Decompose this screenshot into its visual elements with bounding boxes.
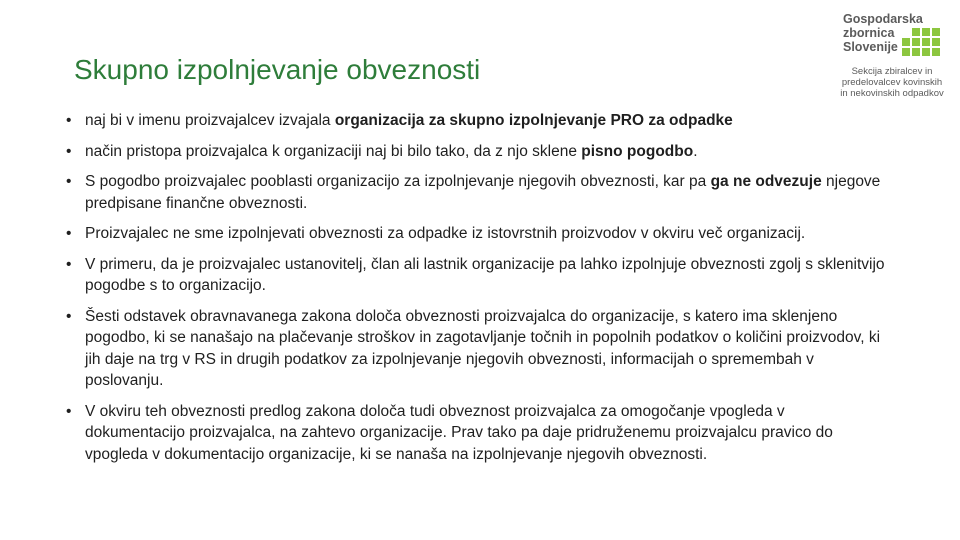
bullet-text: način pristopa proizvajalca k organizaciji naj bi bilo tako, da z njo sklene	[85, 142, 582, 160]
logo-section-line: Sekcija zbiralcev in	[851, 66, 933, 77]
bullet-item	[66, 306, 886, 392]
bullet-item	[66, 401, 886, 466]
bullet-item	[66, 110, 886, 132]
bullet-item	[66, 171, 886, 214]
logo-grid-icon	[902, 28, 942, 58]
bullet-item	[66, 223, 886, 245]
bullet-text: .	[693, 142, 698, 160]
logo-name-line: zbornica	[843, 26, 895, 40]
logo-name-line: Gospodarska	[843, 12, 923, 26]
bullet-text: naj bi v imenu proizvajalcev izvajala	[85, 112, 335, 129]
gzs-logo	[836, 10, 948, 102]
bullet-emphasis: ga ne odvezuje	[710, 173, 822, 190]
bullet-text: Šesti odstavek obravnavanega zakona določa obveznosti proizvajalca do organizacije, s katero ima sklenjeno pogodbo, ki se nanašajo na plačevanje stroškov in zagotavljanje točnih in popolnih podatkov o količini proizvodov, ki jih daje na trg v RS in drugih podatkov za izpolnjevanje njegovih obveznosti, informacijah o spremembah v poslovanju.	[85, 307, 881, 389]
bullet-item	[66, 254, 886, 297]
bullet-text: Proizvajalec ne sme izpolnjevati obveznosti za odpadke iz istovrstnih proizvodov v okviru več organizacij.	[85, 225, 806, 242]
bullet-emphasis: organizacija za skupno izpolnjevanje PRO za odpadke	[334, 112, 733, 129]
bullet-text: V okviru teh obveznosti predlog zakona določa tudi obveznost proizvajalca za omogočanje vpogleda v dokumentacijo proizvajalca, na zahtevo organizacije. Prav tako pa daje pridruženemu proizvajalcu pravico do vpogleda v dokumentacijo organizacije, ki se nanaša na izpolnjevanje njegovih obveznosti.	[85, 402, 833, 463]
bullet-list	[66, 110, 886, 474]
bullet-text: S pogodbo proizvajalec pooblasti organizacijo za izpolnjevanje njegovih obveznosti, kar pa	[85, 173, 711, 190]
bullet-text: njegove predpisane finančne obveznosti.	[85, 173, 881, 212]
logo-section-name	[836, 66, 948, 99]
logo-section-line: predelovalcev kovinskih	[841, 77, 943, 88]
logo-name-line: Slovenije	[843, 40, 898, 54]
bullet-text: V primeru, da je proizvajalec ustanovitelj, član ali lastnik organizacije pa lahko izpolnjuje obveznosti zgolj s sklenitvijo pogodbe s to organizacijo.	[85, 255, 885, 294]
slide-title: Skupno izpolnjevanje obveznosti	[74, 54, 481, 85]
logo-section-line: in nekovinskih odpadkov	[840, 88, 944, 99]
bullet-item	[66, 141, 886, 163]
bullet-emphasis: pisno pogodbo	[581, 142, 694, 160]
